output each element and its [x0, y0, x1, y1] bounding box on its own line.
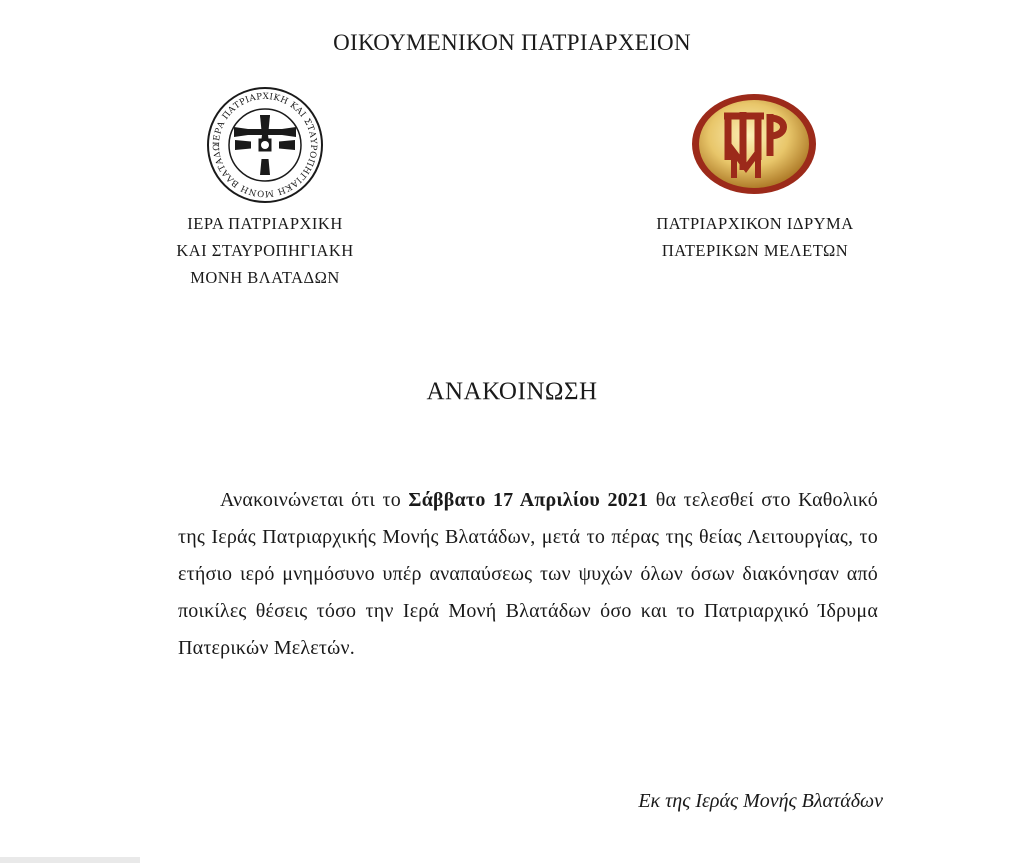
monastery-name — [150, 210, 380, 291]
monastery-name-line-2: ΚΑΙ ΣΤΑΥΡΟΠΗΓΙΑΚΗ — [176, 241, 354, 260]
body-text-before: Ανακοινώνεται ότι το — [220, 489, 409, 511]
foundation-name-line-2: ΠΑΤΕΡΙΚΩΝ ΜΕΛΕΤΩΝ — [661, 241, 849, 260]
patriarchate-title: ΟΙΚΟΥΜΕΝΙΚΟΝ ΠΑΤΡΙΑΡΧΕΙΟΝ — [333, 30, 691, 55]
svg-text:ΙΕΡΑ ΠΑΤΡΙΑΡΧΙΚΗ ΚΑΙ ΣΤΑΥΡΟΠΗΓ: ΙΕΡΑ ΠΑΤΡΙΑΡΧΙΚΗ ΚΑΙ ΣΤΑΥΡΟΠΗΓΙΑΚΗ ΜΟΝΗ ΒΛΑΤΑΔΩ — [211, 91, 319, 199]
foundation-name-line-1: ΠΑΤΡΙΑΡΧΙΚΟΝ ΙΔΡΥΜΑ — [656, 214, 854, 233]
announcement-body — [178, 482, 878, 667]
pipm-monogram-logo-icon — [690, 92, 818, 196]
page-edge-divider — [0, 857, 140, 863]
monastery-seal-icon — [205, 85, 325, 205]
monastery-name-line-3: ΜΟΝΗ ΒΛΑΤΑΔΩΝ — [190, 268, 340, 287]
body-text-after: θα τελεσθεί στο Καθολικό της Ιεράς Πατριαρχικής Μονής Βλατάδων, μετά το πέρας της θείας Λειτουργίας, το ετήσιο ιερό μνημόσυνο υπέρ αναπαύσεως των ψυχών όλων όσων διακόνησαν από ποικίλες θέσεις τόσο την Ιερά Μονή Βλατάδων όσο και το Πατριαρχικό Ίδρυμα Πατερικών Μελετών. — [178, 489, 878, 659]
foundation-name — [630, 210, 880, 264]
signature: Εκ της Ιεράς Μονής Βλατάδων — [638, 790, 883, 812]
monastery-name-line-1: ΙΕΡΑ ΠΑΤΡΙΑΡΧΙΚΗ — [187, 214, 343, 233]
event-date: Σάββατο 17 Απριλίου 2021 — [408, 489, 649, 511]
announcement-heading: ΑΝΑΚΟΙΝΩΣΗ — [426, 378, 598, 405]
logo-letters: ΠΙΠΜ — [752, 192, 756, 193]
